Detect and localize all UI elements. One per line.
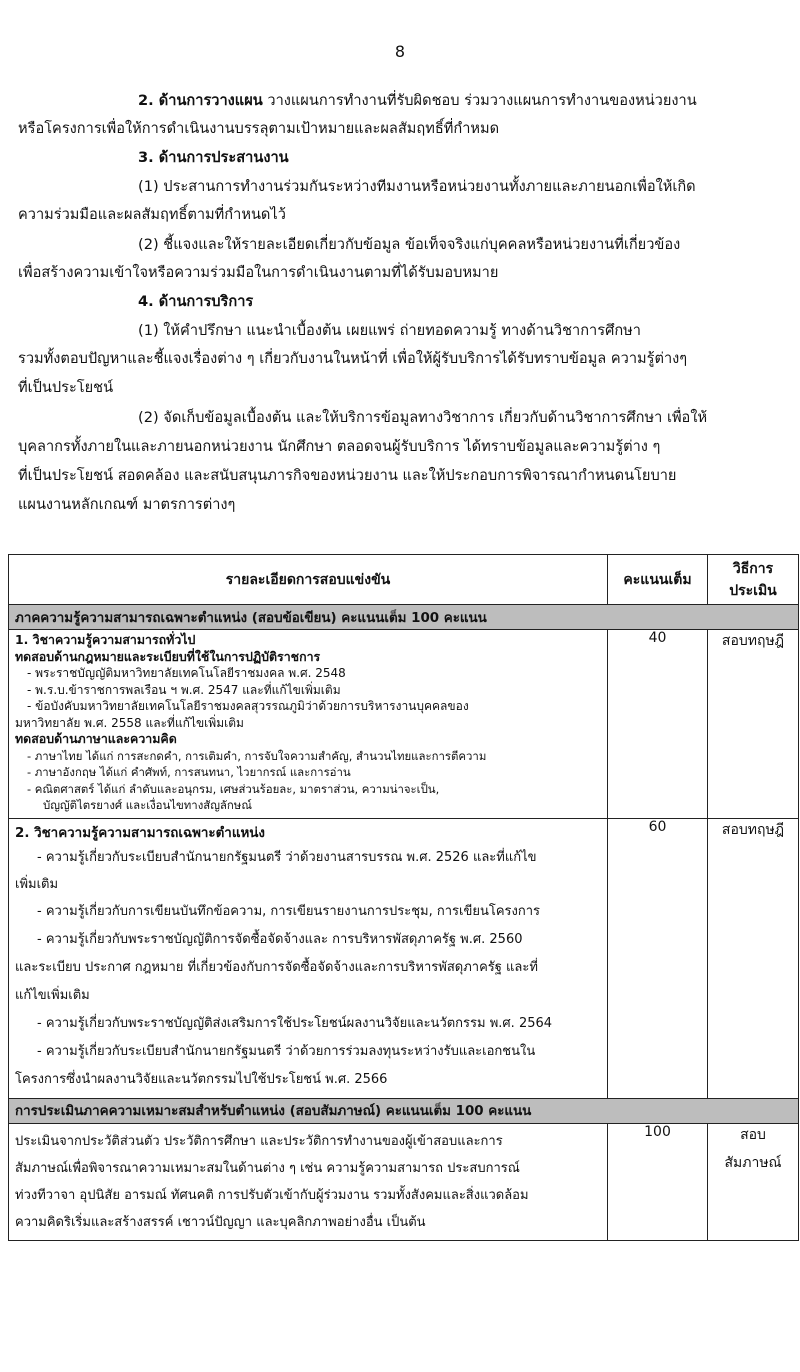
- service-2-line-4: แผนงานหลักเกณฑ์ มาตรการต่างๆ: [18, 496, 236, 513]
- list-item: - ความรู้เกี่ยวกับการเขียนบันทึกข้อความ, การเขียนรายงานการประชุม, การเขียนโครงการ: [37, 903, 541, 919]
- page-number: 8: [394, 42, 406, 61]
- list-item: - พ.ร.บ.ข้าราชการพลเรือน ฯ พ.ศ. 2547 และที่แก้ไขเพิ่มเติม: [27, 682, 341, 697]
- list-item: แก้ไขเพิ่มเติม: [15, 987, 90, 1003]
- section-title-written: ภาคความรู้ความสามารถเฉพาะตำแหน่ง (สอบข้อเขียน) คะแนนเต็ม 100 คะแนน: [9, 605, 799, 630]
- law-heading: ทดสอบด้านกฎหมายและระเบียบที่ใช้ในการปฏิบัติราชการ: [15, 648, 321, 664]
- planning-line-1: [138, 92, 697, 110]
- section-title-interview: การประเมินภาคความเหมาะสมสำหรับตำแหน่ง (สอบสัมภาษณ์) คะแนนเต็ม 100 คะแนน: [9, 1098, 799, 1123]
- table-row: [9, 1123, 799, 1240]
- interview-method: [708, 1123, 799, 1240]
- list-item: บัญญัติไตรยางศ์ และเงื่อนไขทางสัญลักษณ์: [43, 798, 252, 812]
- list-item: - ความรู้เกี่ยวกับพระราชบัญญัติการจัดซื้อจัดจ้างและ การบริหารพัสดุภาครัฐ พ.ศ. 2560: [37, 931, 523, 947]
- interview-details: [9, 1123, 608, 1240]
- list-item: สัมภาษณ์เพื่อพิจารณาความเหมาะสมในด้านต่าง ๆ เช่น ความรู้ความสามารถ ประสบการณ์: [15, 1160, 520, 1176]
- list-item: - ภาษาอังกฤษ ได้แก่ คำศัพท์, การสนทนา, ไวยากรณ์ และการอ่าน: [27, 765, 351, 779]
- subject-2-method: สอบทฤษฎี: [708, 818, 799, 1098]
- interview-method-line-2: สัมภาษณ์: [724, 1154, 782, 1171]
- header-method-line-2: ประเมิน: [729, 582, 777, 599]
- header-method: [708, 555, 799, 605]
- language-heading: ทดสอบด้านภาษาและความคิด: [15, 731, 177, 746]
- list-item: - ข้อบังคับมหาวิทยาลัยเทคโนโลยีราชมงคลสุวรรณภูมิว่าด้วยการบริหารงานบุคคลของ: [27, 699, 469, 713]
- service-2-line-1: (2) จัดเก็บข้อมูลเบื้องต้น และให้บริการข้อมูลทางวิชาการ เกี่ยวกับด้านวิชาการศึกษา เพื่อให้: [138, 409, 708, 426]
- list-item: - ความรู้เกี่ยวกับระเบียบสำนักนายกรัฐมนตรี ว่าด้วยการร่วมลงทุนระหว่างรับและเอกชนใน: [37, 1043, 536, 1059]
- list-item: ประเมินจากประวัติส่วนตัว ประวัติการศึกษา และประวัติการทำงานของผู้เข้าสอบและการ: [15, 1133, 503, 1149]
- header-details: รายละเอียดการสอบแข่งขัน: [9, 555, 608, 605]
- section-row-written: [9, 605, 799, 630]
- subject-2-score: 60: [608, 818, 708, 1098]
- header-method-line-1: วิธีการ: [732, 560, 774, 577]
- list-item: และระเบียบ ประกาศ กฎหมาย ที่เกี่ยวข้องกับการจัดซื้อจัดจ้างและการบริหารพัสดุภาครัฐ และที่: [15, 959, 538, 975]
- list-item: ความคิดริเริ่มและสร้างสรรค์ เชาวน์ปัญญา และบุคลิกภาพอย่างอื่น เป็นต้น: [15, 1214, 426, 1230]
- coordination-2-line-2: เพื่อสร้างความเข้าใจหรือความร่วมมือในการดำเนินงานตามที่ได้รับมอบหมาย: [18, 264, 499, 281]
- interview-score: 100: [608, 1123, 708, 1240]
- planning-heading: 2. ด้านการวางแผน: [138, 92, 263, 109]
- list-item: โครงการซึ่งนำผลงานวิจัยและนวัตกรรมไปใช้ประโยชน์ พ.ศ. 2566: [15, 1071, 388, 1087]
- planning-text: วางแผนการทำงานที่รับผิดชอบ ร่วมวางแผนการทำงานของหน่วยงาน: [262, 92, 697, 109]
- table-row: [9, 630, 799, 819]
- list-item: - ภาษาไทย ได้แก่ การสะกดคำ, การเติมคำ, การจับใจความสำคัญ, สำนวนไทยและการตีความ: [27, 748, 487, 763]
- exam-details-table: [8, 554, 799, 1241]
- table-header-row: [9, 555, 799, 605]
- list-item: - ความรู้เกี่ยวกับพระราชบัญญัติส่งเสริมการใช้ประโยชน์ผลงานวิจัยและนวัตกรรม พ.ศ. 2564: [37, 1015, 553, 1031]
- subject-2-details: [9, 818, 608, 1098]
- service-1-line-2: รวมทั้งตอบปัญหาและชี้แจงเรื่องต่าง ๆ เกี่ยวกับงานในหน้าที่ เพื่อให้ผู้รับบริการได้รับทราบข้อมูล ความรู้ต่างๆ: [18, 350, 688, 367]
- service-heading: 4. ด้านการบริการ: [138, 293, 254, 310]
- section-row-interview: [9, 1098, 799, 1123]
- subject-1-title: 1. วิชาความรู้ความสามารถทั่วไป: [15, 632, 196, 647]
- list-item: - คณิตศาสตร์ ได้แก่ ลำดับและอนุกรม, เศษส่วนร้อยละ, มาตราส่วน, ความน่าจะเป็น,: [27, 781, 440, 796]
- service-1-line-1: (1) ให้คำปรึกษา แนะนำเบื้องต้น เผยแพร่ ถ่ายทอดความรู้ ทางด้านวิชาการศึกษา: [138, 322, 641, 339]
- list-item: เพิ่มเติม: [15, 876, 59, 892]
- service-2-line-2: บุคลากรทั้งภายในและภายนอกหน่วยงาน นักศึกษา ตลอดจนผู้รับบริการ ได้ทราบข้อมูลและความรู้ต่าง ๆ: [18, 438, 661, 455]
- coordination-2-line-1: (2) ชี้แจงและให้รายละเอียดเกี่ยวกับข้อมูล ข้อเท็จจริงแก่บุคคลหรือหน่วยงานที่เกี่ยวข้อง: [138, 236, 681, 253]
- list-item: - พระราชบัญญัติมหาวิทยาลัยเทคโนโลยีราชมงคล พ.ศ. 2548: [27, 666, 346, 680]
- subject-1-details: [9, 630, 608, 819]
- coordination-1-line-2: ความร่วมมือและผลสัมฤทธิ์ตามที่กำหนดไว้: [18, 206, 286, 223]
- subject-1-score: 40: [608, 630, 708, 819]
- planning-line-2: หรือโครงการเพื่อให้การดำเนินงานบรรลุตามเป้าหมายและผลสัมฤทธิ์ที่กำหมด: [18, 120, 500, 137]
- list-item: มหาวิทยาลัย พ.ศ. 2558 และที่แก้ไขเพิ่มเติม: [15, 715, 244, 730]
- service-2-line-3: ที่เป็นประโยชน์ สอดคล้อง และสนับสนุนภารกิจของหน่วยงาน และให้ประกอบการพิจารณากำหนดนโยบาย: [18, 467, 677, 484]
- list-item: - ความรู้เกี่ยวกับระเบียบสำนักนายกรัฐมนตรี ว่าด้วยงานสารบรรณ พ.ศ. 2526 และที่แก้ไข: [37, 849, 537, 865]
- list-item: ท่วงทีวาจา อุปนิสัย อารมณ์ ทัศนคติ การปรับตัวเข้ากับผู้ร่วมงาน รวมทั้งสังคมและสิ่งแวดล้อม: [15, 1187, 529, 1203]
- coordination-heading: 3. ด้านการประสานงาน: [138, 149, 289, 166]
- interview-method-line-1: สอบ: [740, 1126, 766, 1143]
- service-1-line-3: ที่เป็นประโยชน์: [18, 379, 114, 396]
- subject-2-title: 2. วิชาความรู้ความสามารถเฉพาะตำแหน่ง: [15, 825, 265, 841]
- subject-1-method: สอบทฤษฎี: [708, 630, 799, 819]
- table-row: [9, 818, 799, 1098]
- coordination-1-line-1: (1) ประสานการทำงานร่วมกันระหว่างทีมงานหรือหน่วยงานทั้งภายและภายนอกเพื่อให้เกิด: [138, 178, 696, 195]
- header-full-score: คะแนนเต็ม: [608, 555, 708, 605]
